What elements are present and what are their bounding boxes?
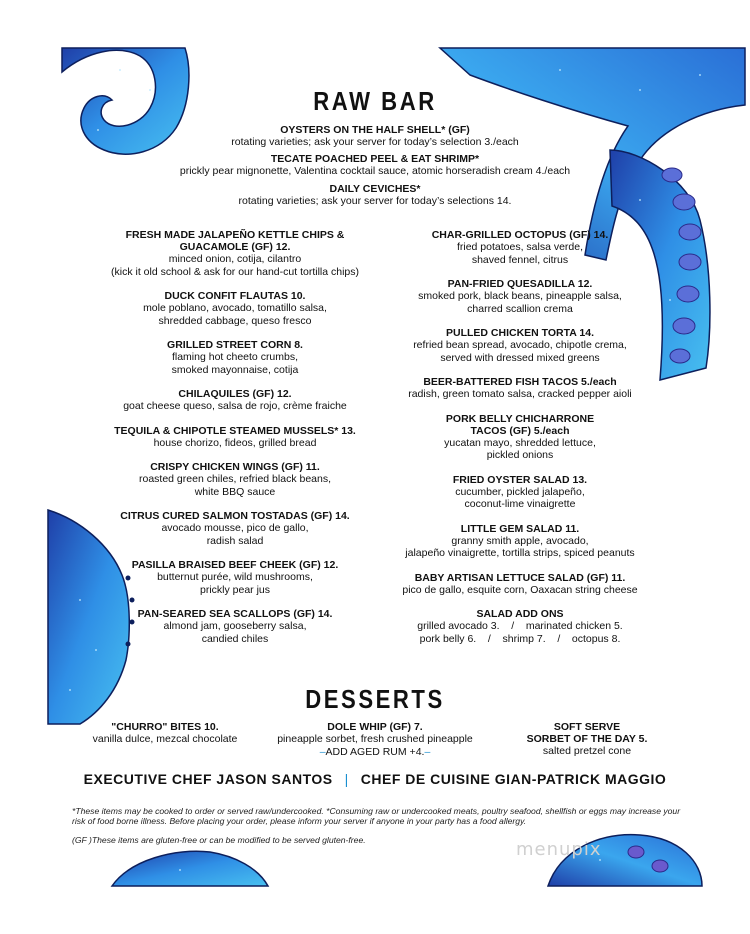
item-desc: granny smith apple, avocado,	[451, 534, 589, 547]
item-desc: salted pretzel cone	[542, 745, 632, 757]
item-desc: pickled onions	[486, 449, 554, 461]
item-name: OYSTERS ON THE HALF SHELL* (GF)	[280, 124, 470, 136]
item-name: PAN-FRIED QUESADILLA 12.	[447, 278, 593, 290]
addon-label: ADD AGED RUM +4.	[325, 745, 425, 758]
item-desc: candied chiles	[201, 632, 269, 645]
item-desc: (kick it old school & ask for our hand-cut tortilla chips)	[110, 265, 360, 278]
item-desc: pico de gallo, esquite corn, Oaxacan string cheese	[402, 583, 638, 596]
item-desc: flaming hot cheeto crumbs,	[171, 351, 299, 363]
menu-item	[385, 608, 655, 645]
item-desc: roasted green chiles, refried black beans,	[138, 473, 332, 485]
raw-bar-item	[110, 183, 640, 208]
dessert-item	[262, 721, 488, 758]
menu-item	[100, 290, 370, 327]
menu-item	[385, 278, 655, 315]
item-desc: rotating varieties; ask your server for today’s selections 14.	[238, 195, 512, 207]
item-name: TEQUILA & CHIPOTLE STEAMED MUSSELS* 13.	[114, 424, 356, 437]
raw-bar-item	[110, 153, 640, 178]
item-name: FRESH MADE JALAPEÑO KETTLE CHIPS &	[125, 229, 345, 241]
menu-item	[385, 474, 655, 511]
item-name: DAILY CEVICHES*	[329, 183, 421, 195]
item-name: BABY ARTISAN LETTUCE SALAD (GF) 11.	[414, 571, 626, 584]
item-desc: goat cheese queso, salsa de rojo, crème fraiche	[123, 400, 347, 412]
item-name: DUCK CONFIT FLAUTAS 10.	[164, 290, 306, 302]
menu-item	[100, 229, 370, 278]
item-desc: cucumber, pickled jalapeño,	[455, 485, 585, 498]
item-name: CRISPY CHICKEN WINGS (GF) 11.	[150, 461, 320, 473]
item-name: PAN-SEARED SEA SCALLOPS (GF) 14.	[137, 608, 333, 620]
raw-bar-item	[110, 124, 640, 149]
item-desc: coconut-lime vinaigrette	[464, 498, 576, 510]
item-name: "CHURRO" BITES 10.	[111, 721, 219, 733]
gluten-free-note: (GF )These items are gluten-free or can be modified to be served gluten-free.	[72, 835, 366, 845]
menu-item	[385, 523, 655, 560]
item-name: GRILLED STREET CORN 8.	[167, 339, 303, 351]
item-name: CHILAQUILES (GF) 12.	[178, 388, 292, 400]
raw-disclaimer: *These items may be cooked to order or served raw/undercooked. *Consuming raw or undercooked meats, poultry seafood, shellfish or eggs may increase your risk of food borne illness. Before placing your order, please inform your server if anyone in your party has a food allergy.	[72, 806, 681, 826]
item-name: PORK BELLY CHICHARRONE	[445, 412, 595, 425]
item-name: PULLED CHICKEN TORTA 14.	[446, 327, 594, 339]
menu-item	[100, 339, 370, 376]
item-name: FRIED OYSTER SALAD 13.	[452, 473, 588, 486]
dessert-item	[70, 721, 260, 746]
item-desc: fried potatoes, salsa verde,	[456, 241, 584, 253]
item-desc: minced onion, cotija, cilantro	[168, 253, 302, 265]
item-desc: smoked mayonnaise, cotija	[171, 363, 299, 376]
item-desc: radish, green tomato salsa, cracked pepper aioli	[408, 388, 632, 400]
item-desc: prickly pear mignonette, Valentina cocktail sauce, atomic horseradish cream 4./each	[179, 165, 571, 177]
dessert-item	[492, 721, 682, 758]
item-desc: vanilla dulce, mezcal chocolate	[92, 733, 238, 745]
item-desc: shaved fennel, citrus	[471, 253, 569, 266]
menu-item	[385, 327, 655, 364]
item-desc: butternut purée, wild mushrooms,	[157, 571, 313, 583]
item-desc: avocado mousse, pico de gallo,	[161, 522, 309, 534]
chef-de-cuisine: CHEF DE CUISINE GIAN-PATRICK MAGGIO	[360, 771, 667, 787]
item-desc: rotating varieties; ask your server for today’s selection 3./each	[231, 136, 519, 148]
item-name: TACOS (GF) 5./each	[470, 424, 570, 437]
chef-separator: |	[344, 771, 349, 787]
menu-item	[385, 572, 655, 597]
item-desc: radish salad	[206, 534, 264, 547]
item-desc: white BBQ sauce	[194, 485, 276, 498]
menu-item	[100, 608, 370, 645]
item-desc: grilled avocado 3. / marinated chicken 5.	[417, 620, 623, 632]
item-desc: jalapeño vinaigrette, tortilla strips, spiced peanuts	[405, 547, 635, 559]
menu-item	[100, 425, 370, 450]
item-desc: pineapple sorbet, fresh crushed pineapple	[277, 733, 473, 745]
menu-column-right	[385, 229, 655, 657]
item-desc: served with dressed mixed greens	[440, 351, 600, 364]
item-name: LITTLE GEM SALAD 11.	[460, 522, 580, 535]
item-name: BEER-BATTERED FISH TACOS 5./each	[423, 376, 617, 388]
item-desc: shredded cabbage, queso fresco	[158, 314, 312, 327]
item-name: SALAD ADD ONS	[476, 608, 564, 620]
item-desc: mole poblano, avocado, tomatillo salsa,	[143, 302, 327, 314]
item-name: DOLE WHIP (GF) 7.	[327, 721, 423, 733]
item-desc: refried bean spread, avocado, chipotle crema,	[413, 339, 627, 351]
chef-credits	[0, 771, 750, 787]
menu-column-left	[100, 229, 370, 657]
item-name: CHAR-GRILLED OCTOPUS (GF) 14.	[431, 229, 609, 241]
executive-chef: EXECUTIVE CHEF JASON SANTOS	[83, 771, 333, 787]
menu-item	[385, 376, 655, 401]
item-name: CITRUS CURED SALMON TOSTADAS (GF) 14.	[120, 510, 350, 522]
item-desc: prickly pear jus	[199, 583, 271, 596]
item-desc: pork belly 6. / shrimp 7. / octopus 8.	[419, 632, 621, 645]
menu-item	[100, 388, 370, 413]
item-name: SOFT SERVE	[553, 721, 621, 733]
item-desc: smoked pork, black beans, pineapple salsa,	[418, 290, 622, 302]
item-name: SORBET OF THE DAY 5.	[526, 733, 648, 745]
menu-item	[385, 229, 655, 266]
menu-item	[100, 559, 370, 596]
item-desc: almond jam, gooseberry salsa,	[163, 620, 307, 632]
menu-item	[385, 413, 655, 462]
item-addon: –ADD AGED RUM +4.–	[319, 745, 431, 758]
menu-item	[100, 461, 370, 498]
menu-item	[100, 510, 370, 547]
item-name: PASILLA BRAISED BEEF CHEEK (GF) 12.	[131, 559, 339, 571]
item-name: TECATE POACHED PEEL & EAT SHRIMP*	[270, 153, 480, 165]
item-desc: yucatan mayo, shredded lettuce,	[444, 436, 596, 449]
desserts-title: DESSERTS	[305, 684, 445, 714]
item-desc: house chorizo, fideos, grilled bread	[153, 436, 317, 449]
tentacle-bottom-left	[112, 851, 268, 886]
item-name: GUACAMOLE (GF) 12.	[179, 241, 291, 253]
item-desc: charred scallion crema	[467, 302, 573, 315]
raw-bar-title: RAW BAR	[313, 86, 437, 116]
watermark: menupix	[516, 839, 602, 860]
